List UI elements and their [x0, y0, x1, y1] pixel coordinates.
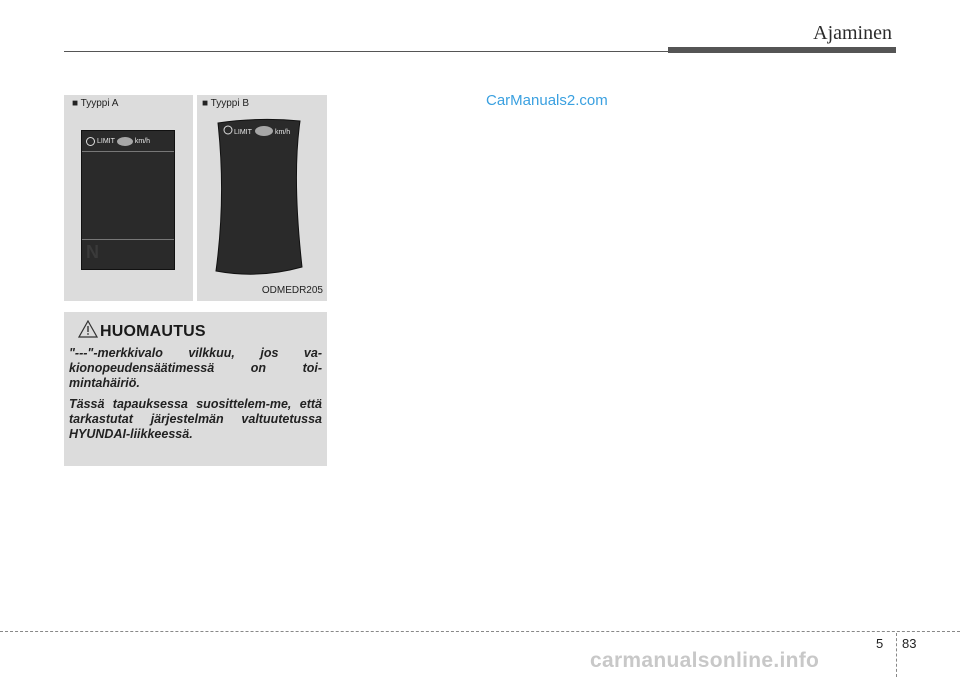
footer-rule	[0, 631, 960, 632]
type-b-label: ■ Tyyppi B	[202, 98, 249, 109]
limit-text-b: LIMIT	[234, 129, 252, 136]
cruise-limit-icon	[86, 137, 95, 146]
warning-triangle-icon	[78, 320, 98, 338]
limit-indicator-a	[86, 134, 170, 148]
figure-divider	[193, 95, 197, 301]
header-rule-thin	[64, 51, 668, 52]
notice-title: HUOMAUTUS	[100, 323, 206, 340]
unit-text-b: km/h	[275, 129, 291, 136]
gear-indicator-ghost: N	[86, 242, 99, 262]
cluster-figure	[64, 95, 327, 301]
chapter-number: 5	[876, 636, 884, 651]
unit-text-a: km/h	[134, 137, 151, 145]
cluster-display-type-b	[212, 117, 306, 277]
notice-header	[69, 320, 322, 342]
notice-paragraph-1: "---"-merkkivalo vilkkuu, jos va-kionopeudensäätimessä on toi-mintahäiriö.	[69, 346, 322, 390]
notice-box	[64, 312, 327, 466]
footer-divider	[896, 633, 897, 677]
blinking-speed-glow	[117, 137, 133, 146]
watermark-carmanualsonline[interactable]: carmanualsonline.info	[590, 649, 820, 672]
blinking-speed-glow-b	[255, 126, 273, 136]
display-separator	[82, 151, 174, 152]
display-separator	[82, 239, 174, 240]
page-number: 83	[902, 636, 917, 651]
limit-text-a: LIMIT	[97, 137, 115, 145]
image-code: ODMEDR205	[261, 285, 323, 296]
header-rule-thick	[668, 47, 896, 53]
section-title: Ajaminen	[813, 22, 892, 44]
cluster-display-type-a	[81, 130, 175, 270]
type-a-label: ■ Tyyppi A	[72, 98, 119, 109]
watermark-carmanuals[interactable]: CarManuals2.com	[486, 92, 608, 109]
notice-paragraph-2: Tässä tapauksessa suosittelem-me, että tarkastutat järjestelmän valtuutetussa HYUNDAI-liikkeessä.	[69, 397, 322, 441]
